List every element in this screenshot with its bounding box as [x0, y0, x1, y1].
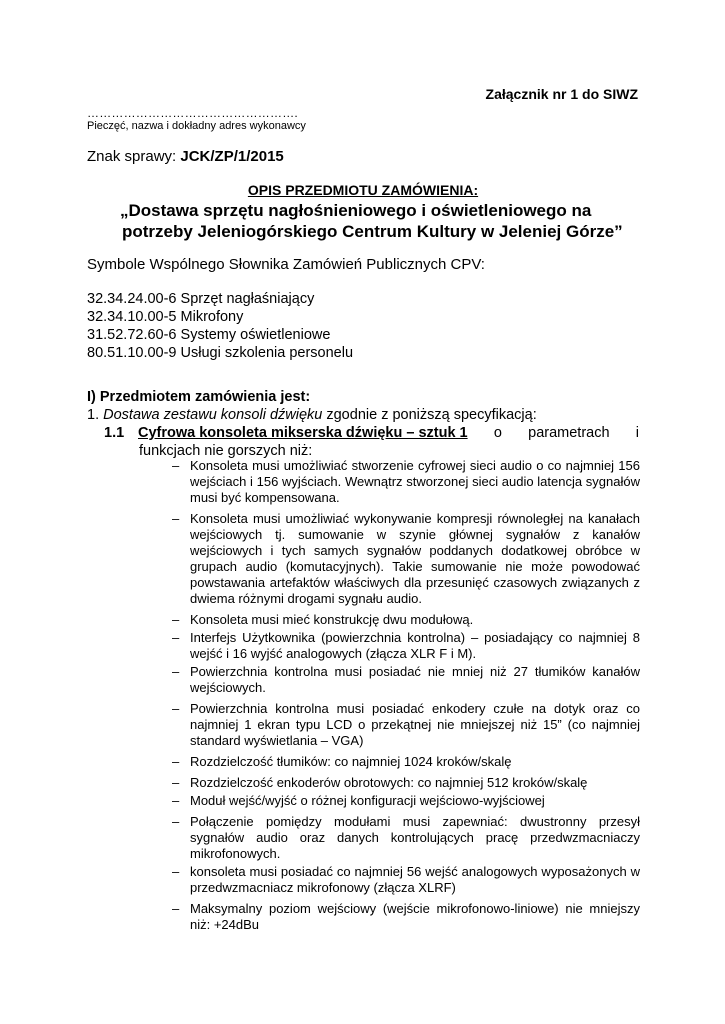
dash-bullet: –	[172, 754, 180, 769]
subitem-number: 1.1	[104, 425, 125, 441]
case-number	[87, 148, 284, 165]
requirement-item: – Interfejs Użytkownika (powierzchnia kontrolna) – posiadający co najmniej 8 wejść i 16 wyjść analogowych (złącza XLR F i M).	[172, 630, 640, 661]
dash-bullet: –	[172, 612, 180, 627]
requirement-item: – Konsoleta musi mieć konstrukcję dwu modułową.	[172, 612, 474, 627]
cpv-item: 32.34.24.00-6 Sprzęt nagłaśniający	[87, 291, 315, 307]
dash-bullet: –	[172, 664, 180, 679]
dash-bullet: –	[172, 630, 180, 645]
requirement-item: – Połączenie pomiędzy modułami musi zapewniać: dwustronny przesył sygnałów audio oraz danych kontrolujących pracę przedwzmacniaczy mikrofonowych.	[172, 814, 640, 861]
case-label: Znak sprawy:	[87, 148, 181, 165]
requirement-item: – Rozdzielczość tłumików: co najmniej 1024 kroków/skalę	[172, 754, 512, 769]
cpv-item: 32.34.10.00-5 Mikrofony	[87, 309, 244, 325]
cpv-item: 31.52.72.60-6 Systemy oświetleniowe	[87, 327, 331, 343]
item-1-italic: Dostawa zestawu konsoli dźwięku	[103, 407, 323, 423]
dash-bullet: –	[172, 458, 180, 473]
requirement-item: – Maksymalny poziom wejściowy (wejście mikrofonowo-liniowe) nie mniejszy niż: +24dBu	[172, 901, 640, 932]
dash-bullet: –	[172, 701, 180, 716]
cpv-list	[87, 290, 353, 362]
document-title	[120, 200, 640, 242]
title-line-1: „Dostawa sprzętu nagłośnieniowego i oświetleniowego na	[120, 201, 592, 220]
signature-dots: …………………………………………….	[87, 106, 298, 120]
requirement-item: – Konsoleta musi umożliwiać stworzenie cyfrowej sieci audio o co najmniej 156 wejściach i 156 wyjściach. Wewnątrz stworzonej sieci audio latencja sygnałów musi być kompensowana.	[172, 458, 640, 505]
section-heading: OPIS PRZEDMIOTU ZAMÓWIENIA:	[247, 182, 479, 198]
requirement-item: – Powierzchnia kontrolna musi posiadać enkodery czułe na dotyk oraz co najmniej 1 ekran typu LCD o przekątnej nie mniejszej niż 15” (co najmniej standard wyświetlania – VGA)	[172, 701, 640, 748]
dash-bullet: –	[172, 793, 180, 808]
requirement-item: – Rozdzielczość enkoderów obrotowych: co najmniej 512 kroków/skalę	[172, 775, 588, 790]
case-value: JCK/ZP/1/2015	[180, 148, 284, 165]
subitem-line-2: funkcjach nie gorszych niż:	[139, 443, 313, 459]
dash-bullet: –	[172, 775, 180, 790]
subject-heading: I) Przedmiotem zamówienia jest:	[87, 389, 311, 405]
annex-label: Załącznik nr 1 do SIWZ	[485, 86, 638, 102]
requirement-item: – Powierzchnia kontrolna musi posiadać nie mniej niż 27 tłumików kanałów wejściowych.	[172, 664, 640, 695]
subitem-title: Cyfrowa konsoleta mikserska dźwięku – sztuk 1	[138, 425, 468, 441]
requirement-item: – Konsoleta musi umożliwiać wykonywanie kompresji równoległej na kanałach wejściowych tj. sumowanie w szynie głównej sygnałów z kanałów wejściowych i tych samych sygnałów poddanych dodatkowej obróbce w grupach audio (komutacyjnych). Takie sumowanie nie może powodować powstawania artefaktów właściwych dla przesunięć czasowych związanych z dwiema różnymi drogami sygnału audio.	[172, 511, 640, 606]
dash-bullet: –	[172, 511, 180, 526]
title-line-2: potrzeby Jeleniogórskiego Centrum Kultury w Jeleniej Górze”	[122, 222, 623, 241]
requirement-item: – konsoleta musi posiadać co najmniej 56 wejść analogowych wyposażonych w przedwzmacniacz mikrofonowy (złącza XLRF)	[172, 864, 640, 895]
requirement-item: – Moduł wejść/wyjść o różnej konfiguracji wejściowo-wyjściowej	[172, 793, 545, 808]
requirements-list	[172, 458, 640, 938]
cpv-heading: Symbole Wspólnego Słownika Zamówień Publicznych CPV:	[87, 256, 485, 273]
item-1-number: 1.	[87, 407, 104, 423]
dash-bullet: –	[172, 901, 180, 916]
subitem-word: i	[635, 425, 639, 441]
item-1	[87, 407, 537, 423]
stamp-caption: Pieczęć, nazwa i dokładny adres wykonawcy	[87, 120, 306, 132]
item-1-rest: zgodnie z poniższą specyfikacją:	[322, 407, 537, 423]
dash-bullet: –	[172, 814, 180, 829]
subitem-word: o	[493, 425, 502, 441]
dash-bullet: –	[172, 864, 180, 879]
subitem-1-1	[104, 424, 639, 460]
subitem-word: parametrach	[528, 425, 610, 441]
cpv-item: 80.51.10.00-9 Usługi szkolenia personelu	[87, 345, 354, 361]
